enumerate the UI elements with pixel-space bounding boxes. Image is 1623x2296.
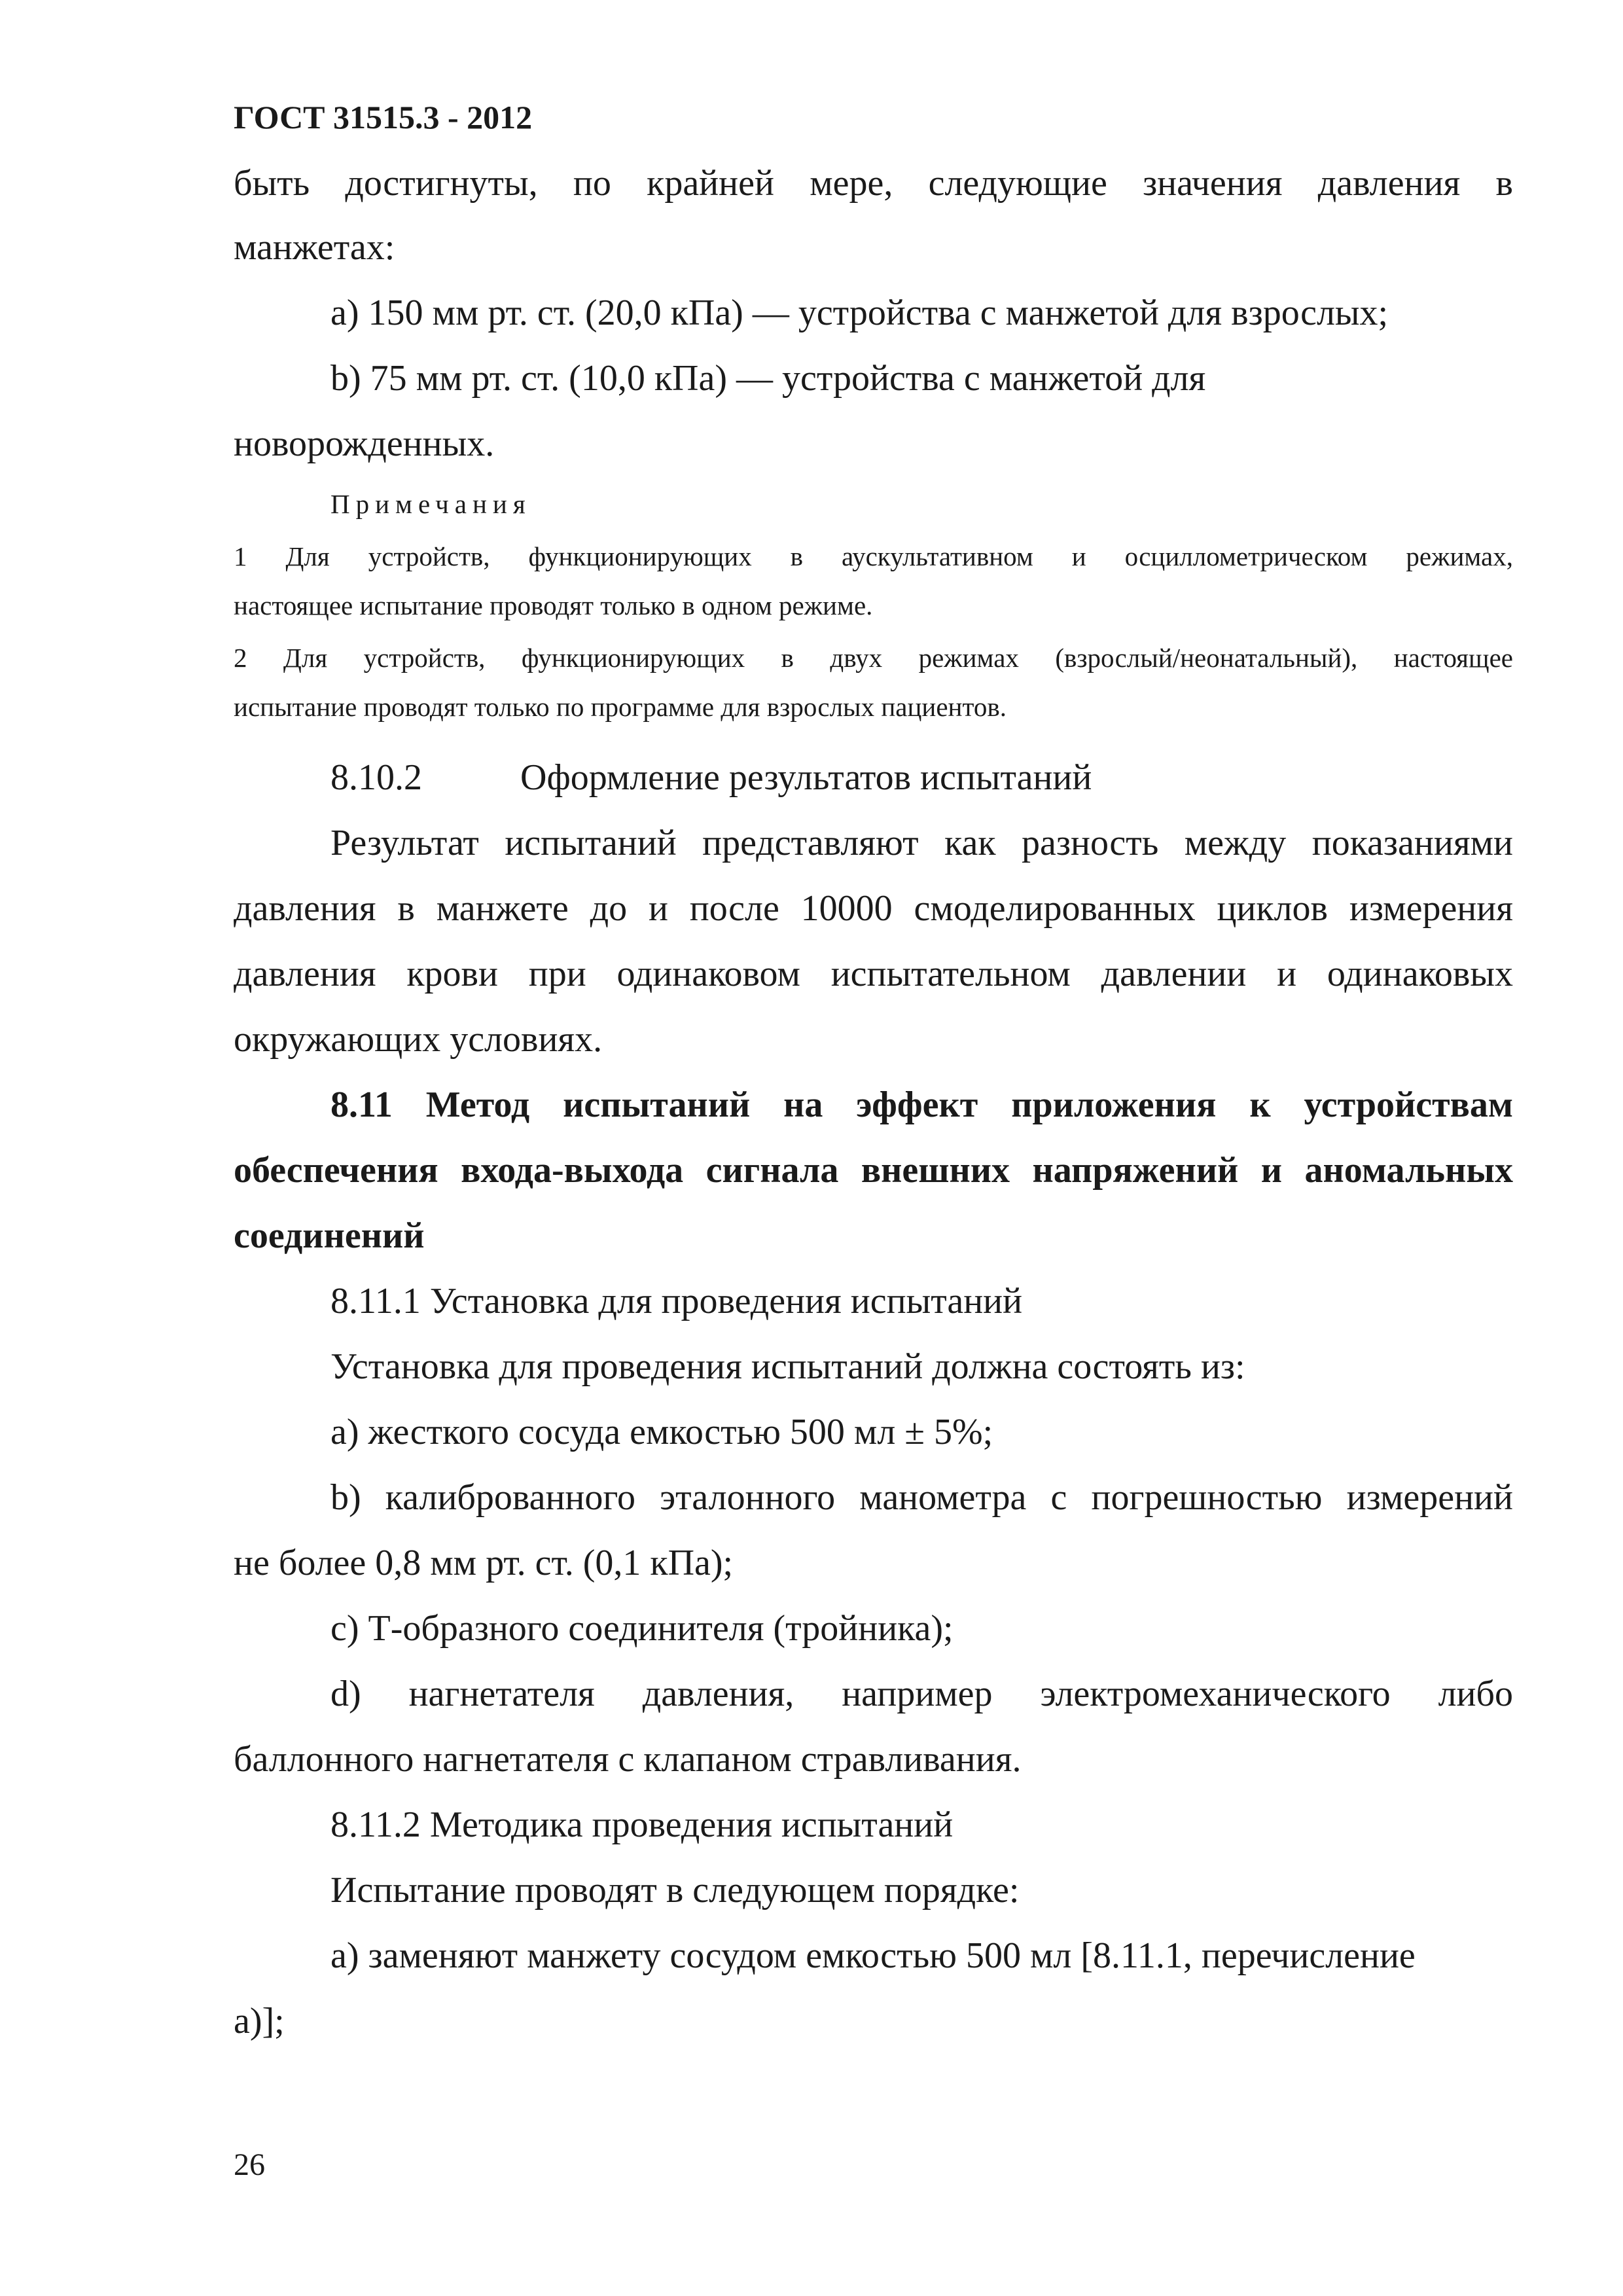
section-heading: обеспечения входа-выхода сигнала внешних напряжений и аномальных: [234, 1150, 1513, 1191]
paragraph-line: быть достигнуты, по крайней мере, следующие значения давления в: [234, 163, 1513, 204]
section-heading: соединений: [234, 1215, 425, 1256]
paragraph-line: Испытание проводят в следующем порядке:: [330, 1870, 1020, 1910]
document-header: ГОСТ 31515.3 - 2012: [234, 99, 533, 135]
notes-title: Примечания: [330, 489, 531, 519]
paragraph-line: давления в манжете до и после 10000 смоделированных циклов измерения: [234, 888, 1513, 929]
note-2-line: 2 Для устройств, функционирующих в двух режимах (взрослый/неонатальный), настоящее: [234, 643, 1513, 673]
paragraph-line: манжетах:: [234, 227, 395, 268]
paragraph-line: новорожденных.: [234, 423, 495, 464]
paragraph-line: не более 0,8 мм рт. ст. (0,1 кПа);: [234, 1543, 734, 1583]
subsection-heading: 8.11.2 Методика проведения испытаний: [330, 1804, 954, 1845]
paragraph-line: окружающих условиях.: [234, 1019, 603, 1060]
list-item-d: d) нагнетателя давления, например электромеханического либо: [330, 1674, 1513, 1714]
list-item-a: a) жесткого сосуда емкостью 500 мл ± 5%;: [330, 1412, 993, 1452]
page-number: 26: [234, 2147, 265, 2182]
list-item-a: a) 150 мм рт. ст. (20,0 кПа) — устройства с манжетой для взрослых;: [330, 293, 1389, 333]
list-item-b: b) 75 мм рт. ст. (10,0 кПа) — устройства с манжетой для: [330, 358, 1206, 399]
paragraph-line: давления крови при одинаковом испытательном давлении и одинаковых: [234, 954, 1513, 994]
paragraph-line: Результат испытаний представляют как разность между показаниями: [330, 823, 1513, 863]
note-2-line: испытание проводят только по программе для взрослых пациентов.: [234, 692, 1007, 722]
paragraph-line: a)];: [234, 2001, 285, 2041]
note-1-line: настоящее испытание проводят только в одном режиме.: [234, 590, 873, 620]
note-1-line: 1 Для устройств, функционирующих в аускультативном и осциллометрическом режимах,: [234, 541, 1513, 571]
subsection-heading: 8.11.1 Установка для проведения испытаний: [330, 1281, 1023, 1321]
paragraph-line: баллонного нагнетателя с клапаном стравливания.: [234, 1739, 1022, 1780]
list-item-b: b) калиброванного эталонного манометра с погрешностью измерений: [330, 1477, 1513, 1518]
section-title: Оформление результатов испытаний: [520, 757, 1092, 798]
list-item-a: a) заменяют манжету сосудом емкостью 500 мл [8.11.1, перечисление: [330, 1935, 1416, 1976]
list-item-c: c) Т-образного соединителя (тройника);: [330, 1608, 954, 1649]
section-heading: 8.11 Метод испытаний на эффект приложения к устройствам: [330, 1085, 1513, 1125]
section-number: 8.10.2: [330, 757, 422, 798]
paragraph-line: Установка для проведения испытаний должна состоять из:: [330, 1346, 1245, 1387]
